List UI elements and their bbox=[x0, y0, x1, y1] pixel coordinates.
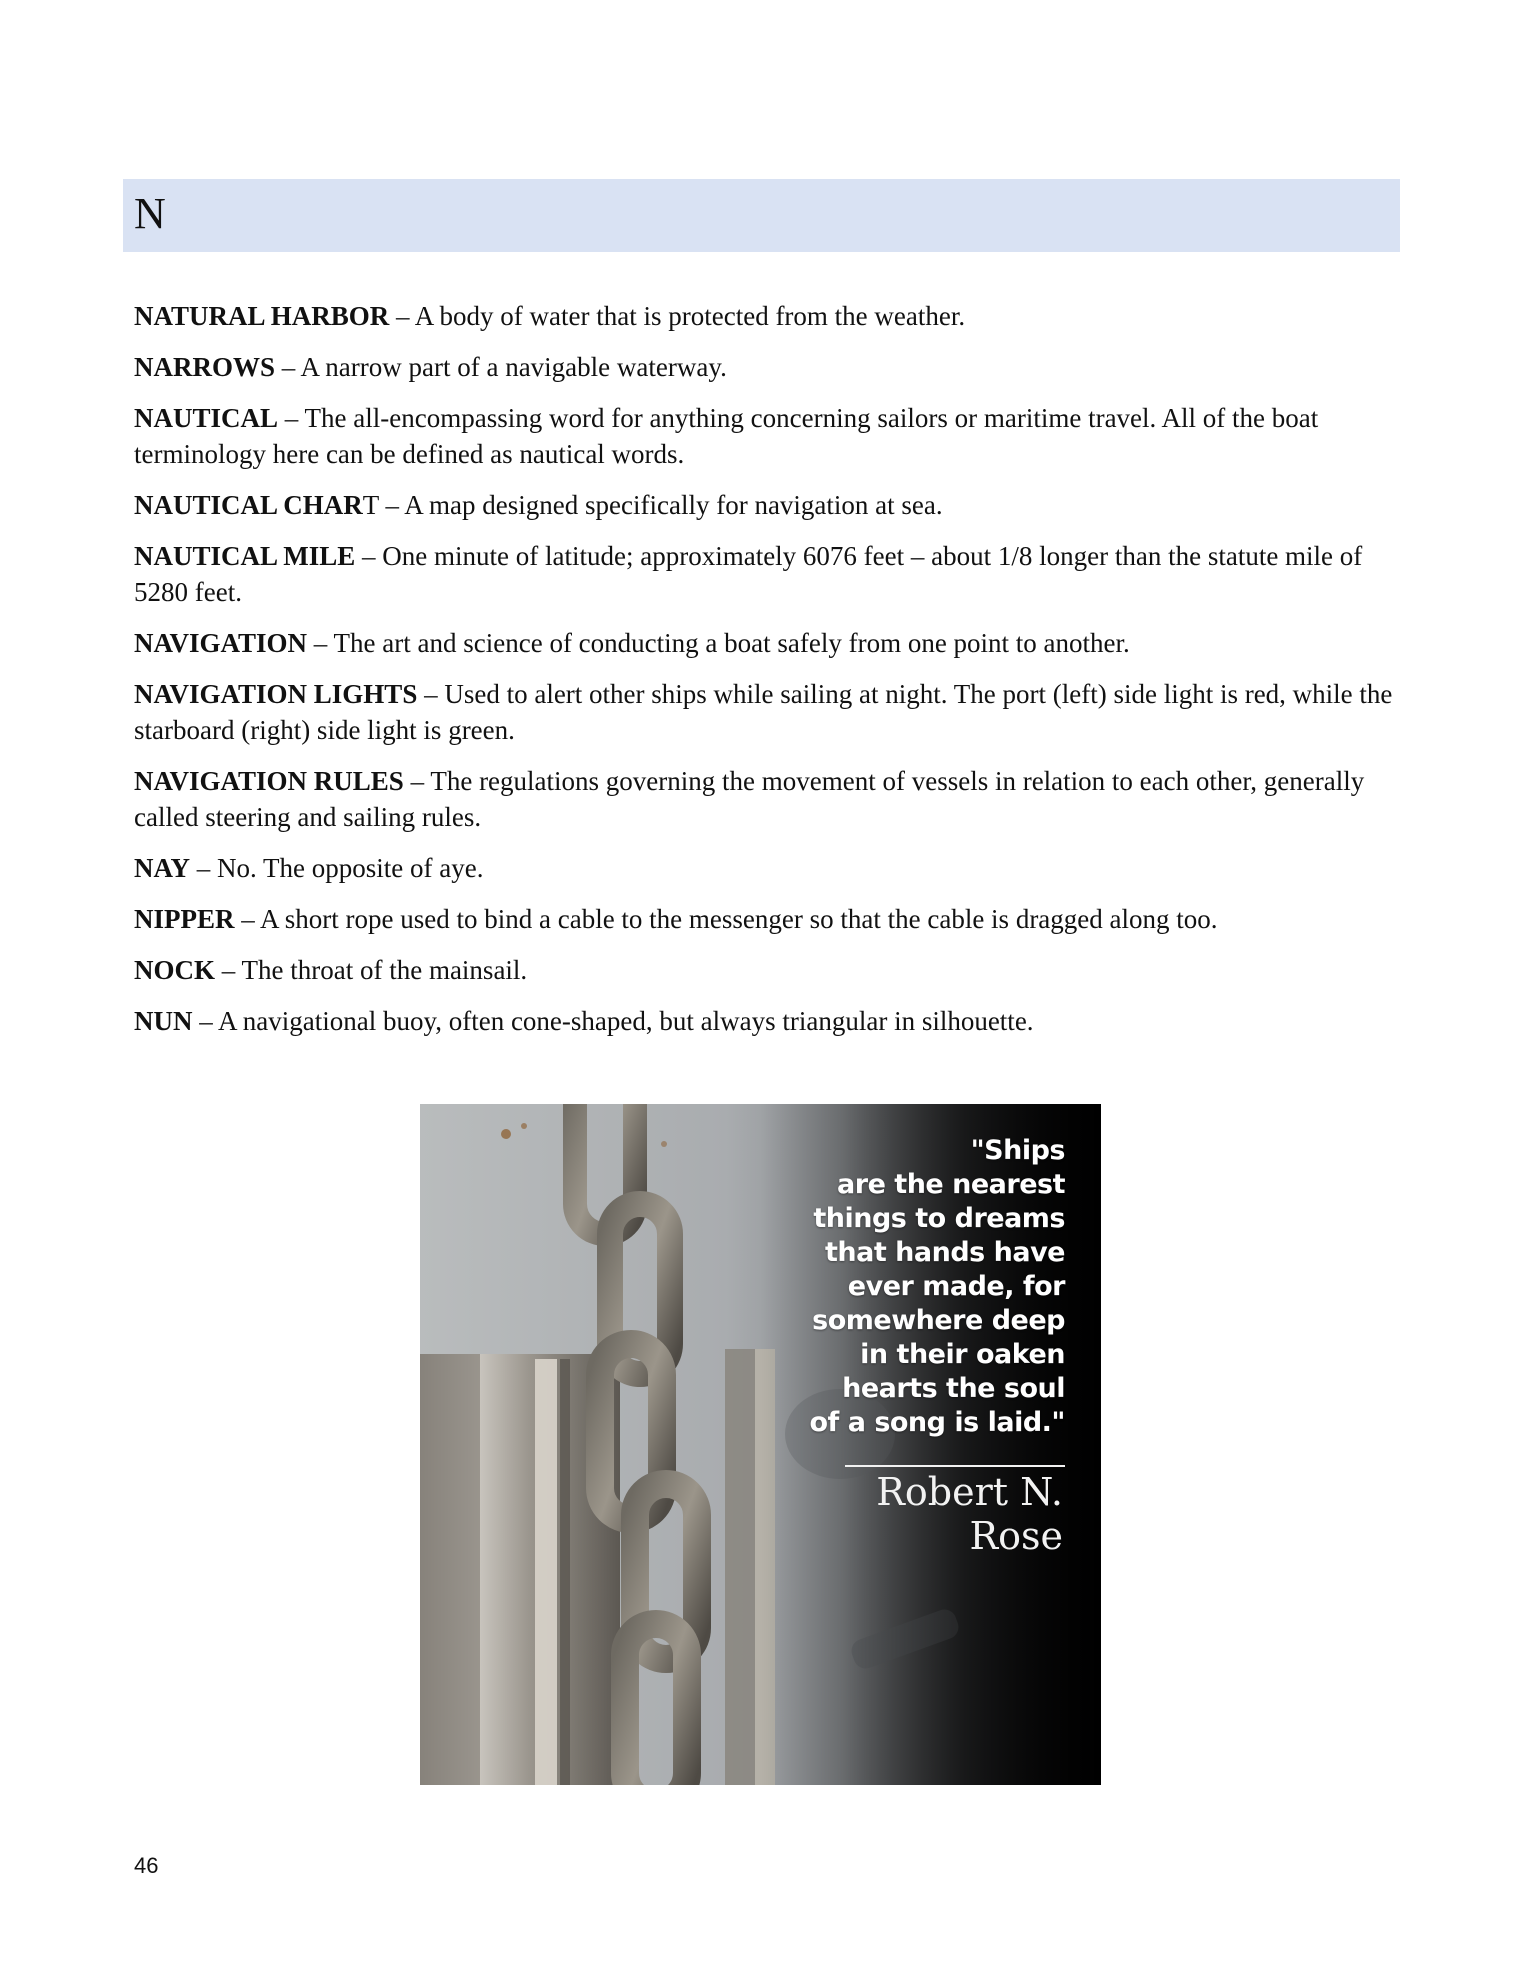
glossary-term: NAVIGATION LIGHTS bbox=[134, 679, 418, 709]
glossary-term: NAVIGATION bbox=[134, 628, 308, 658]
glossary-definition: – A navigational buoy, often cone-shaped, but always triangular in silhouette. bbox=[192, 1006, 1034, 1036]
glossary-term: NARROWS bbox=[134, 352, 276, 382]
glossary-definition: – The throat of the mainsail. bbox=[215, 955, 528, 985]
glossary-entry bbox=[134, 850, 1404, 886]
quote-author: Robert N. Rose bbox=[876, 1470, 1063, 1558]
glossary-definition: – A body of water that is protected from the weather. bbox=[389, 301, 966, 331]
glossary-term: NAUTICAL CHAR bbox=[134, 490, 363, 520]
glossary-term: NIPPER bbox=[134, 904, 235, 934]
quote-image bbox=[420, 1104, 1101, 1785]
glossary-term: NAUTICAL bbox=[134, 403, 279, 433]
glossary-definition: – The art and science of conducting a boat safely from one point to another. bbox=[307, 628, 1130, 658]
quote-divider bbox=[845, 1465, 1065, 1467]
glossary-entry bbox=[134, 349, 1404, 385]
glossary-entry bbox=[134, 763, 1404, 835]
glossary-definition: T – A map designed specifically for navigation at sea. bbox=[362, 490, 943, 520]
glossary-definition: – The all-encompassing word for anything concerning sailors or maritime travel. All of the boat terminology here can be defined as nautical words. bbox=[134, 403, 1319, 469]
glossary-term: NATURAL HARBOR bbox=[134, 301, 390, 331]
glossary-entry bbox=[134, 487, 1404, 523]
glossary-definition: – A narrow part of a navigable waterway. bbox=[275, 352, 727, 382]
glossary-definition: – One minute of latitude; approximately 6076 feet – about 1/8 longer than the statute mile of 5280 feet. bbox=[134, 541, 1363, 607]
glossary-term: NAUTICAL MILE bbox=[134, 541, 356, 571]
glossary-definition: – The regulations governing the movement of vessels in relation to each other, generally called steering and sailing rules. bbox=[134, 766, 1365, 832]
quote-text: "Ships are the nearest things to dreams that hands have ever made, for somewhere deep in their oaken hearts the soul of a song is laid." bbox=[809, 1135, 1065, 1438]
glossary-entry bbox=[134, 625, 1404, 661]
glossary-term: NUN bbox=[134, 1006, 193, 1036]
glossary-entry bbox=[134, 676, 1404, 748]
glossary-definition: – A short rope used to bind a cable to the messenger so that the cable is dragged along too. bbox=[234, 904, 1218, 934]
glossary-term: NAVIGATION RULES bbox=[134, 766, 404, 796]
glossary-entry bbox=[134, 1003, 1404, 1039]
page-number: 46 bbox=[134, 1853, 159, 1878]
glossary-definition: – No. The opposite of aye. bbox=[190, 853, 484, 883]
glossary-entry bbox=[134, 952, 1404, 988]
glossary-entry bbox=[134, 298, 1404, 334]
glossary-entry bbox=[134, 901, 1404, 937]
glossary-term: NOCK bbox=[134, 955, 215, 985]
glossary-list bbox=[134, 298, 1404, 1054]
glossary-entry bbox=[134, 538, 1404, 610]
glossary-term: NAY bbox=[134, 853, 191, 883]
section-header-band bbox=[123, 179, 1400, 252]
section-letter: N bbox=[134, 189, 166, 238]
glossary-entry bbox=[134, 400, 1404, 472]
glossary-definition: – Used to alert other ships while sailing at night. The port (left) side light is red, while the starboard (right) side light is green. bbox=[134, 679, 1393, 745]
